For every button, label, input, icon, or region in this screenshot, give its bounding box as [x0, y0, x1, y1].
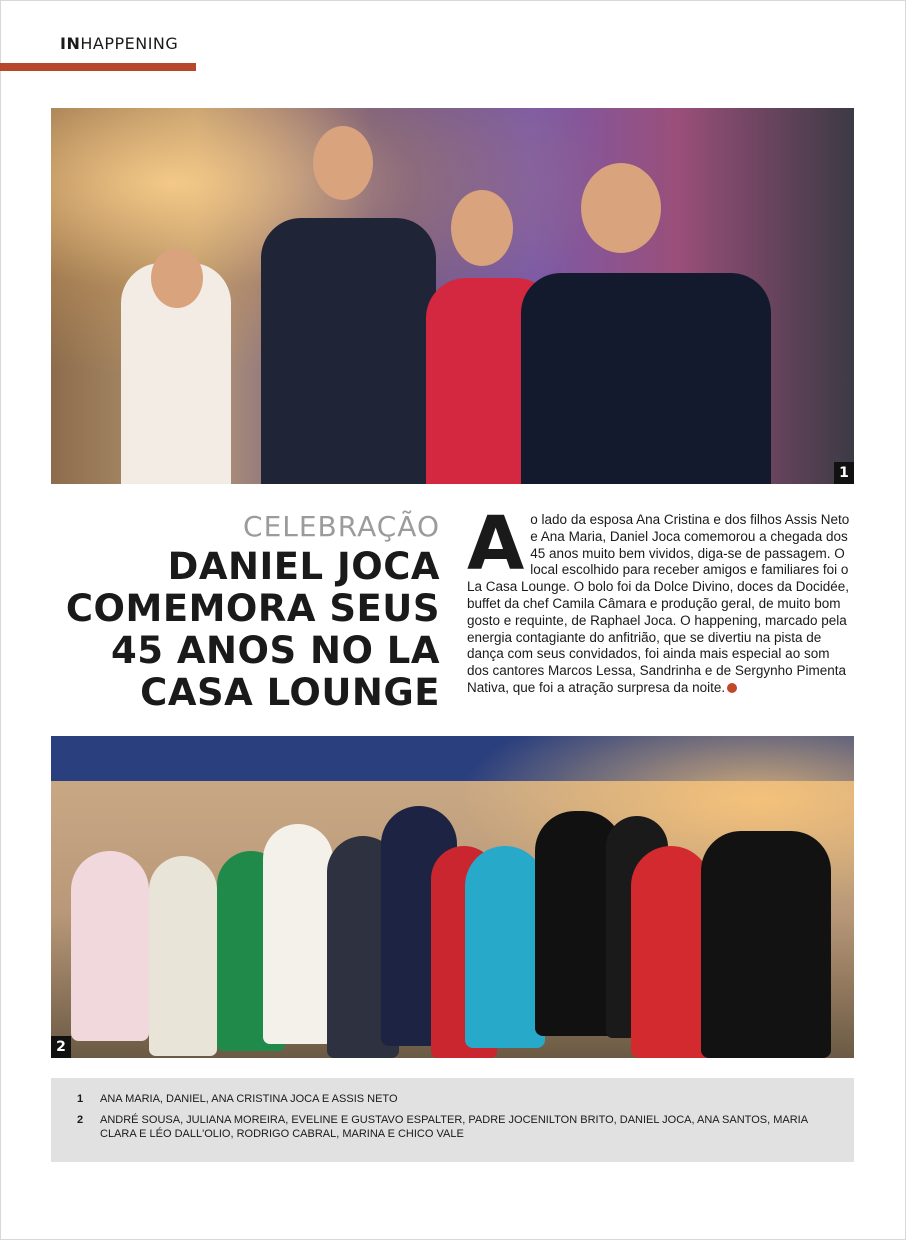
section-header-rest: HAPPENING: [80, 34, 179, 53]
caption-row: [77, 1092, 830, 1106]
person-head: [313, 126, 373, 200]
photo-guests: [51, 736, 854, 1058]
person-figure: [701, 831, 831, 1058]
person-head: [451, 190, 513, 266]
person-figure: [149, 856, 217, 1056]
section-header: [60, 34, 178, 53]
caption-text: ANA MARIA, DANIEL, ANA CRISTINA JOCA E ASSIS NETO: [100, 1093, 398, 1105]
photo-family: [51, 108, 854, 484]
photo-number-badge: 1: [834, 462, 854, 484]
person-figure: [521, 273, 771, 484]
header-accent-bar: [0, 63, 196, 71]
article-body: [467, 501, 854, 697]
drop-cap: A: [467, 501, 525, 587]
person-figure: [71, 851, 149, 1041]
caption-number: 2: [77, 1114, 84, 1126]
end-mark-icon: [727, 683, 737, 693]
article-body-text: o lado da esposa Ana Cristina e dos filhos Assis Neto e Ana Maria, Daniel Joca comemorou a chegada dos 45 anos muito bem vividos, diga-se de passagem. O local escolhido para receber amigos e familiares foi o La Casa Lounge. O bolo foi da Dolce Divino, doces da Docidée, buffet da chef Camila Câmara e produção geral, de muito bom gosto e requinte, de Raphael Joca. O happening, marcado pela energia contagiante do anfitrião, que se divertiu na pista de dança com seus convidados, foi ainda mais especial ao som dos cantores Marcos Lessa, Sandrinha e de Sergynho Pimenta Nativa, que foi a atração surpresa da noite.: [467, 512, 850, 695]
person-figure: [263, 824, 333, 1044]
person-figure: [465, 846, 545, 1048]
photo-captions: [51, 1078, 854, 1162]
caption-text: ANDRÉ SOUSA, JULIANA MOREIRA, EVELINE E GUSTAVO ESPALTER, PADRE JOCENILTON BRITO, DANIEL JOCA, ANA SANTOS, MARIA CLARA E LÉO DALL'OLIO, RODRIGO CABRAL, MARINA E CHICO VALE: [100, 1114, 808, 1140]
person-figure: [631, 846, 711, 1058]
person-head: [581, 163, 661, 253]
article-kicker: CELEBRAÇÃO: [243, 510, 440, 543]
photo-number-badge: 2: [51, 1036, 71, 1058]
person-figure: [261, 218, 436, 484]
caption-row: [77, 1113, 830, 1141]
article-headline: DANIEL JOCA COMEMORA SEUS 45 ANOS NO LA CASA LOUNGE: [65, 545, 440, 714]
caption-number: 1: [77, 1093, 84, 1105]
section-header-strong: IN: [60, 34, 81, 53]
person-head: [151, 248, 203, 308]
